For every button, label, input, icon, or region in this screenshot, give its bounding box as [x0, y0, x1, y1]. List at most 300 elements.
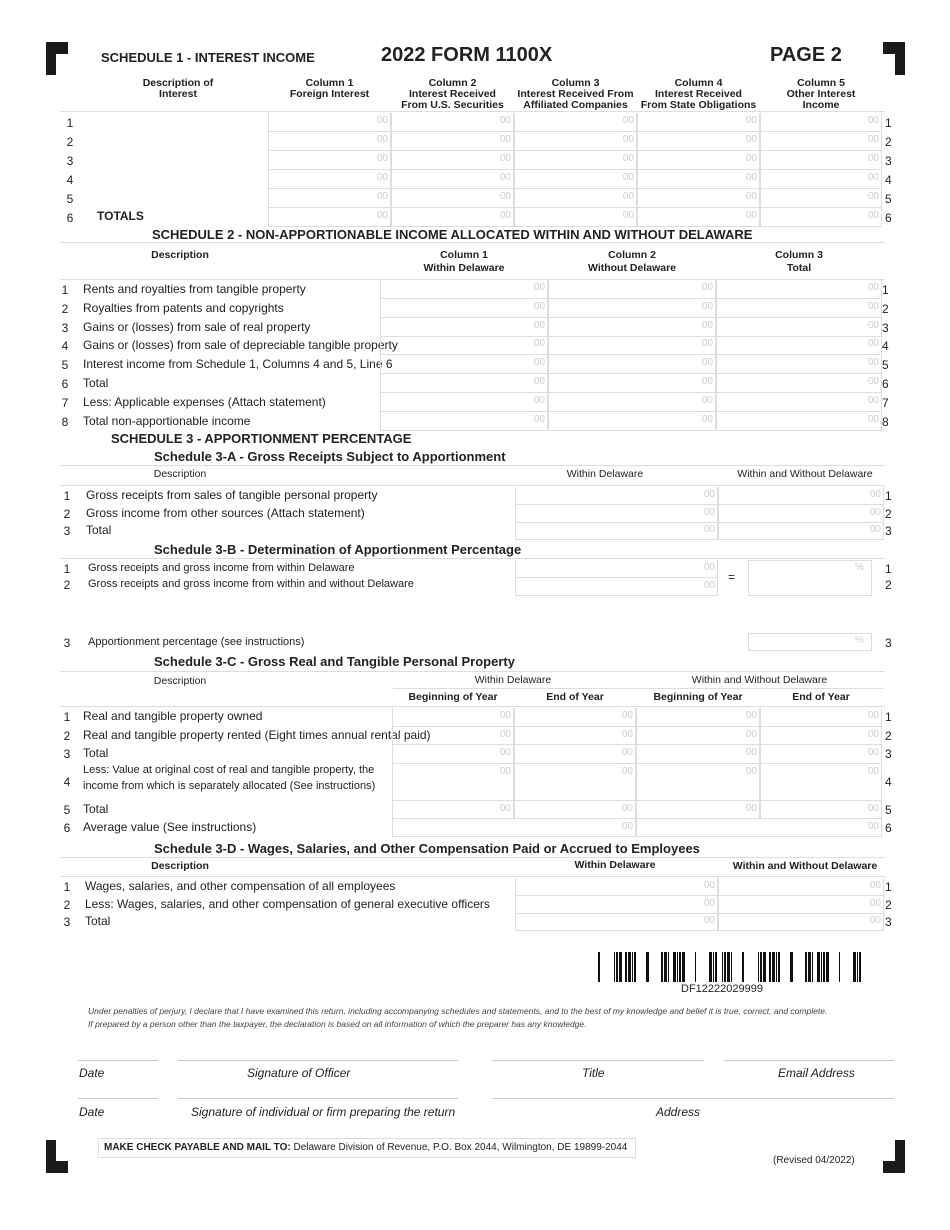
s3d-within-without-input-2[interactable]: [718, 896, 884, 914]
s3c-input-r4-c3[interactable]: [636, 764, 760, 801]
s2-input-r1-c3[interactable]: [716, 280, 882, 299]
s3c-input-r5-c3[interactable]: [636, 801, 760, 819]
s1-input-r6-c1[interactable]: [268, 208, 391, 227]
barcode-bar: [769, 952, 771, 982]
cents-placeholder: 00: [867, 747, 879, 758]
s3c-input-r2-c1[interactable]: [392, 727, 514, 745]
s1-input-r1-c4[interactable]: [637, 113, 760, 132]
cents-placeholder: 00: [867, 729, 879, 740]
s3c-input-r3-c2[interactable]: [514, 745, 636, 764]
s1-input-r3-c3[interactable]: [514, 151, 637, 170]
s3b-within-input[interactable]: [515, 560, 718, 578]
cents-placeholder: 00: [499, 729, 511, 740]
divider-line: [60, 485, 885, 486]
cents-placeholder: 00: [622, 191, 634, 202]
mail-to-address: Delaware Division of Revenue, P.O. Box 2044, Wilmington, DE 19899-2044: [293, 1142, 628, 1153]
s1-col-header-2: Foreign Interest: [289, 88, 370, 100]
cents-placeholder: 00: [745, 210, 757, 221]
s1-input-r4-c1[interactable]: [268, 170, 391, 189]
cents-placeholder: 00: [867, 766, 879, 777]
s3c-line-number-right: 2: [885, 729, 892, 743]
cents-placeholder: 00: [703, 915, 715, 926]
barcode-bar: [857, 952, 858, 982]
cents-placeholder: 00: [622, 210, 634, 221]
s3c-line-number: 5: [63, 803, 71, 817]
s3d-within-input-1[interactable]: [515, 878, 718, 896]
s2-input-r4-c2[interactable]: [548, 336, 716, 355]
perjury-statement-1: Under penalties of perjury, I declare that I have examined this return, including accompanying schedules and statements, and to the best of my knowledge and belief it is true, correct, and complete.: [88, 1006, 828, 1016]
cents-placeholder: 00: [867, 821, 879, 832]
s1-input-r2-c4[interactable]: [637, 132, 760, 151]
s3c-input-r4-c1[interactable]: [392, 764, 514, 801]
s1-input-r5-c1[interactable]: [268, 189, 391, 208]
s1-input-r3-c4[interactable]: [637, 151, 760, 170]
cents-placeholder: 00: [867, 282, 879, 293]
cents-placeholder: 00: [867, 319, 879, 331]
cents-placeholder: 00: [867, 153, 879, 164]
s2-col-header-2: Without Delaware: [588, 262, 676, 274]
s2-input-r8-c3[interactable]: [716, 412, 882, 431]
s3b-apportionment-input[interactable]: [748, 633, 872, 651]
s2-row-label: Gains or (losses) from sale of real property: [83, 319, 311, 334]
s2-line-number-right: 6: [882, 377, 889, 391]
s1-input-r5-c5[interactable]: [760, 189, 882, 208]
s2-line-number-right: 3: [882, 320, 889, 335]
s3c-input-r2-c4[interactable]: [760, 727, 882, 745]
barcode-bar: [628, 952, 631, 982]
cents-placeholder: 00: [533, 357, 545, 369]
schedule-3d-title: Schedule 3-D - Wages, Salaries, and Other Compensation Paid or Accrued to Employees: [154, 841, 700, 856]
barcode-bar: [742, 952, 744, 982]
s3d-within-without-input-1[interactable]: [718, 878, 884, 896]
s1-col-header-6: Column 5: [797, 77, 845, 89]
signature-preparer-label: Signature of individual or firm preparing the return: [191, 1105, 456, 1119]
s3c-input-r4-c4[interactable]: [760, 764, 882, 801]
s3c-input-r1-c3[interactable]: [636, 708, 760, 727]
s1-line-number-right: 5: [885, 192, 892, 206]
schedule-3-title: SCHEDULE 3 - APPORTIONMENT PERCENTAGE: [111, 431, 412, 446]
form-title: 2022 FORM 1100X: [381, 44, 553, 66]
barcode-bar: [616, 952, 618, 982]
cents-placeholder: 00: [867, 338, 879, 350]
perjury-statement-2: If prepared by a person other than the taxpayer, the declaration is based on all information of which the preparer has any knowledge.: [88, 1019, 587, 1029]
cents-placeholder: 00: [621, 803, 633, 814]
s2-line-number-right: 2: [882, 301, 889, 316]
s3c-avg-within-without[interactable]: [636, 819, 882, 837]
signature-officer-label: Signature of Officer: [247, 1066, 351, 1080]
s3b-row-label: Gross receipts and gross income from within and without Delaware: [88, 578, 414, 590]
s2-col-header-3: Total: [786, 262, 812, 274]
s3c-input-r3-c1[interactable]: [392, 745, 514, 764]
s3c-line-number-right: 1: [885, 710, 892, 724]
cents-placeholder: 00: [376, 172, 388, 183]
s2-input-r6-c1[interactable]: [380, 374, 548, 393]
barcode-bar: [772, 952, 775, 982]
s2-line-number-right: 1: [882, 283, 889, 297]
s3d-line-number-right: 1: [885, 880, 892, 894]
s3c-input-r3-c4[interactable]: [760, 745, 882, 764]
s3a-within-input-3[interactable]: [515, 522, 718, 540]
s2-input-r8-c2[interactable]: [548, 412, 716, 431]
s2-input-r7-c1[interactable]: [380, 393, 548, 412]
s1-input-r5-c4[interactable]: [637, 189, 760, 208]
s3d-row-label: Total: [85, 914, 111, 928]
schedule-2-title: SCHEDULE 2 - NON-APPORTIONABLE INCOME ALLOCATED WITHIN AND WITHOUT DELAWARE: [152, 227, 753, 242]
cents-placeholder: 00: [867, 803, 879, 814]
s2-input-r8-c1[interactable]: [380, 412, 548, 431]
s1-input-r5-c2[interactable]: [391, 189, 514, 208]
s3c-line-number-right: 4: [885, 775, 892, 789]
s2-input-r5-c2[interactable]: [548, 355, 716, 374]
barcode-bar: [632, 952, 633, 982]
barcode-bar: [722, 952, 723, 982]
s3c-input-r5-c1[interactable]: [392, 801, 514, 819]
s3c-input-r4-c2[interactable]: [514, 764, 636, 801]
barcode-bar: [673, 952, 676, 982]
s3a-line-number: 3: [63, 524, 71, 538]
s3c-line-number-right: 5: [885, 803, 892, 817]
cents-placeholder: 00: [745, 134, 757, 145]
cents-placeholder: 00: [701, 338, 713, 350]
cents-placeholder: 00: [533, 413, 545, 425]
barcode-bar: [826, 952, 829, 982]
cents-placeholder: 00: [701, 300, 713, 312]
cents-placeholder: 00: [622, 153, 634, 164]
cents-placeholder: 00: [867, 300, 879, 312]
s2-row-label: Rents and royalties from tangible property: [83, 282, 306, 296]
cents-placeholder: 00: [701, 282, 713, 293]
barcode-bar: [715, 952, 717, 982]
s2-input-r7-c2[interactable]: [548, 393, 716, 412]
s1-col-header-4: Affiliated Companies: [523, 99, 628, 111]
s2-line-number-right: 4: [882, 339, 889, 354]
cents-placeholder: 00: [703, 562, 715, 573]
s3c-avg-within[interactable]: [392, 819, 636, 837]
s3a-row-label: Gross income from other sources (Attach statement): [86, 505, 365, 520]
s2-line-number: 4: [61, 339, 69, 354]
s1-input-r6-c4[interactable]: [637, 208, 760, 227]
divider-line: [60, 111, 885, 112]
s1-col-header-4: Column 3: [551, 77, 600, 89]
cents-placeholder: 00: [376, 210, 388, 221]
cents-placeholder: 00: [376, 115, 388, 126]
s1-input-r1-c1[interactable]: [268, 113, 391, 132]
cents-placeholder: 00: [867, 210, 879, 221]
s2-input-r6-c2[interactable]: [548, 374, 716, 393]
cents-placeholder: 00: [621, 821, 633, 832]
s3d-within-input-2[interactable]: [515, 896, 718, 914]
cents-placeholder: 00: [499, 172, 511, 183]
email-label: Email Address: [778, 1066, 855, 1080]
cents-placeholder: 00: [703, 524, 715, 535]
s3c-input-r1-c2[interactable]: [514, 708, 636, 727]
registration-mark-bottom-right-bar: [883, 1161, 905, 1173]
s3b-percentage-input[interactable]: [748, 560, 872, 596]
s3c-input-r1-c1[interactable]: [392, 708, 514, 727]
s2-input-r1-c2[interactable]: [548, 280, 716, 299]
s1-input-r3-c2[interactable]: [391, 151, 514, 170]
barcode-bar: [695, 952, 696, 982]
s3c-input-r2-c2[interactable]: [514, 727, 636, 745]
barcode-bar: [614, 952, 615, 982]
divider-line: [60, 671, 885, 672]
s3d-within-header: Within Delaware: [574, 859, 656, 871]
cents-placeholder: 00: [499, 153, 511, 164]
s1-col-header-4: Interest Received From: [517, 88, 634, 100]
s1-input-r1-c5[interactable]: [760, 113, 882, 132]
s1-col-header-5: Interest Received: [655, 88, 742, 100]
cents-placeholder: 00: [701, 413, 713, 425]
s3c-subheader-4: End of Year: [792, 691, 850, 703]
s3d-row-label: Less: Wages, salaries, and other compensation of general executive officers: [85, 896, 490, 911]
s2-row-label: Gains or (losses) from sale of depreciable tangible property: [83, 338, 398, 353]
s3d-line-number-right: 3: [885, 915, 892, 929]
barcode-bar: [823, 952, 825, 982]
schedule-3c-title: Schedule 3-C - Gross Real and Tangible Personal Property: [154, 654, 515, 669]
cents-placeholder: 00: [703, 880, 715, 891]
s3c-row4-label-2: income from which is separately allocated (See instructions): [83, 780, 376, 792]
cents-placeholder: 00: [499, 210, 511, 221]
preparer-date-label: Date: [79, 1105, 105, 1119]
s1-input-r1-c2[interactable]: [391, 113, 514, 132]
barcode-bar: [727, 952, 730, 982]
s3b-line-number-right: 1: [885, 562, 892, 576]
equals-sign: =: [728, 570, 736, 584]
s1-input-r6-c2[interactable]: [391, 208, 514, 227]
barcode-bar: [625, 952, 627, 982]
cents-placeholder: 00: [867, 191, 879, 202]
s2-line-number: 3: [61, 320, 69, 335]
s3a-within-without-input-1[interactable]: [718, 487, 884, 505]
s2-line-number: 8: [61, 414, 69, 429]
s3a-within-input-2[interactable]: [515, 505, 718, 523]
s2-col-header-1: Within Delaware: [423, 262, 505, 274]
cents-placeholder: 00: [745, 729, 757, 740]
s3c-line-number: 3: [63, 747, 71, 761]
cents-placeholder: 00: [621, 747, 633, 758]
s3d-line-number: 3: [63, 915, 71, 929]
s3c-row5-label: Total: [83, 802, 109, 816]
s2-row-label: Total: [83, 376, 109, 390]
barcode-bar: [634, 952, 636, 982]
barcode-bar: [817, 952, 820, 982]
s1-line-number: 3: [66, 154, 74, 168]
s3b-line-number-3: 3: [63, 636, 71, 650]
s3a-within-input-1[interactable]: [515, 487, 718, 505]
s1-line-number-right: 2: [885, 135, 892, 149]
cents-placeholder: 00: [867, 376, 879, 387]
s2-input-r5-c1[interactable]: [380, 355, 548, 374]
s3d-row-label: Wages, salaries, and other compensation of all employees: [85, 879, 396, 893]
registration-mark-bottom-left-bar: [46, 1161, 68, 1173]
s1-col-header-5: Column 4: [674, 77, 723, 89]
s3c-line-number: 4: [63, 775, 71, 789]
barcode-bar: [805, 952, 807, 982]
s1-input-r2-c5[interactable]: [760, 132, 882, 151]
cents-placeholder: 00: [867, 710, 879, 721]
s2-line-number-right: 7: [882, 395, 889, 410]
s3d-within-without-input-3[interactable]: [718, 913, 884, 931]
s3b-within-without-input[interactable]: [515, 578, 718, 596]
s1-col-header-5: From State Obligations: [640, 99, 757, 111]
barcode-bar: [664, 952, 667, 982]
s1-col-header-3: Interest Received: [409, 88, 496, 100]
barcode-bar: [668, 952, 669, 982]
cents-placeholder: 00: [499, 747, 511, 758]
cents-placeholder: 00: [499, 710, 511, 721]
s3a-line-number: 2: [63, 506, 71, 521]
s3c-row4-label-1: Less: Value at original cost of real and tangible property, the: [83, 764, 375, 776]
s3c-line-number-right: 3: [885, 747, 892, 761]
s3b-line-number-right-3: 3: [885, 636, 892, 650]
s3a-within-without-header: Within and Without Delaware: [737, 468, 873, 480]
s2-line-number: 2: [61, 301, 69, 316]
cents-placeholder: 00: [499, 803, 511, 814]
s3d-within-without-header: Within and Without Delaware: [732, 860, 878, 872]
s2-input-r2-c1[interactable]: [380, 299, 548, 318]
cents-placeholder: 00: [622, 172, 634, 183]
s2-col-header-1: Column 1: [440, 249, 488, 261]
registration-mark-top-left-bar: [46, 42, 68, 54]
barcode-bar: [821, 952, 822, 982]
cents-placeholder: 00: [869, 880, 881, 891]
cents-placeholder: 00: [745, 153, 757, 164]
s1-input-r4-c4[interactable]: [637, 170, 760, 189]
cents-placeholder: 00: [745, 172, 757, 183]
s3b-row-label: Gross receipts and gross income from within Delaware: [88, 562, 355, 574]
s2-input-r3-c3[interactable]: [716, 318, 882, 337]
cents-placeholder: 00: [867, 413, 879, 425]
s3c-subheader-3: Beginning of Year: [653, 691, 743, 703]
s3d-line-number-right: 2: [885, 897, 892, 912]
divider-line: [60, 857, 885, 858]
s3d-within-input-3[interactable]: [515, 913, 718, 931]
s1-input-r6-c5[interactable]: [760, 208, 882, 227]
s3c-line-number: 1: [63, 710, 71, 724]
s1-line-number-right: 1: [885, 116, 892, 130]
s1-input-r5-c3[interactable]: [514, 189, 637, 208]
percent-sign: %: [855, 562, 864, 573]
s3c-input-r5-c4[interactable]: [760, 801, 882, 819]
s1-input-r3-c5[interactable]: [760, 151, 882, 170]
barcode-bar: [679, 952, 681, 982]
s2-line-number: 1: [61, 283, 69, 297]
s1-input-r2-c3[interactable]: [514, 132, 637, 151]
schedule-3a-title: Schedule 3-A - Gross Receipts Subject to Apportionment: [154, 449, 506, 464]
s2-input-r3-c1[interactable]: [380, 318, 548, 337]
s1-line-number-right: 4: [885, 173, 892, 187]
divider-line: [60, 876, 885, 877]
s2-col-header-2: Column 2: [608, 249, 656, 261]
s1-input-r1-c3[interactable]: [514, 113, 637, 132]
s1-line-number: 4: [66, 173, 74, 187]
s3b-row3-label: Apportionment percentage (see instructions): [88, 636, 305, 648]
s2-input-r4-c1[interactable]: [380, 336, 548, 355]
s3d-line-number: 1: [63, 880, 71, 894]
s1-line-number: 2: [66, 135, 74, 149]
s1-col-header-6: Income: [802, 99, 840, 111]
s1-input-r6-c3[interactable]: [514, 208, 637, 227]
s1-col-header-6: Other Interest: [786, 88, 856, 100]
s2-input-r2-c2[interactable]: [548, 299, 716, 318]
cents-placeholder: 00: [869, 915, 881, 926]
s2-input-r7-c3[interactable]: [716, 393, 882, 412]
divider-line: [393, 688, 883, 689]
s3c-input-r5-c2[interactable]: [514, 801, 636, 819]
barcode-bar: [778, 952, 780, 982]
s3a-within-without-input-2[interactable]: [718, 505, 884, 523]
s2-input-r4-c3[interactable]: [716, 336, 882, 355]
barcode-bar: [758, 952, 759, 982]
barcode-bar: [853, 952, 856, 982]
cents-placeholder: 00: [703, 506, 715, 518]
barcode-bar: [839, 952, 840, 982]
s2-input-r1-c1[interactable]: [380, 280, 548, 299]
cents-placeholder: 00: [499, 191, 511, 202]
cents-placeholder: 00: [533, 319, 545, 331]
cents-placeholder: 00: [533, 394, 545, 406]
barcode-bar: [709, 952, 712, 982]
barcode-bar: [808, 952, 811, 982]
s1-input-r4-c2[interactable]: [391, 170, 514, 189]
s3c-input-r2-c3[interactable]: [636, 727, 760, 745]
revised-date: (Revised 04/2022): [773, 1155, 855, 1166]
s1-input-r4-c5[interactable]: [760, 170, 882, 189]
s3a-within-without-input-3[interactable]: [718, 522, 884, 540]
cents-placeholder: 00: [376, 134, 388, 145]
s2-input-r5-c3[interactable]: [716, 355, 882, 374]
cents-placeholder: 00: [621, 710, 633, 721]
s1-input-r3-c1[interactable]: [268, 151, 391, 170]
cents-placeholder: 00: [533, 338, 545, 350]
s3a-line-number-right: 2: [885, 506, 892, 521]
s3c-within-header: Within Delaware: [474, 674, 552, 686]
barcode-bar: [661, 952, 663, 982]
s2-input-r3-c2[interactable]: [548, 318, 716, 337]
s3c-input-r1-c4[interactable]: [760, 708, 882, 727]
s3a-row-label: Total: [86, 523, 112, 537]
cents-placeholder: 00: [745, 747, 757, 758]
s2-row-label: Total non-apportionable income: [83, 413, 251, 428]
s3c-line-number: 6: [63, 821, 71, 835]
s2-row-label: Less: Applicable expenses (Attach statement): [83, 394, 326, 409]
cents-placeholder: 00: [745, 803, 757, 814]
page-number: PAGE 2: [770, 44, 842, 66]
s1-input-r2-c1[interactable]: [268, 132, 391, 151]
barcode-number: DF12222029999: [681, 983, 763, 995]
s1-input-r4-c3[interactable]: [514, 170, 637, 189]
s1-line-number: 1: [66, 116, 74, 130]
barcode: [592, 952, 862, 982]
schedule-1-title: SCHEDULE 1 - INTEREST INCOME: [101, 50, 315, 65]
s1-input-r2-c2[interactable]: [391, 132, 514, 151]
s1-line-number: 5: [66, 192, 74, 206]
s3c-subheader-1: Beginning of Year: [408, 691, 498, 703]
s2-input-r2-c3[interactable]: [716, 299, 882, 318]
address-label: Address: [656, 1105, 701, 1119]
cents-placeholder: 00: [869, 897, 881, 909]
s3c-input-r3-c3[interactable]: [636, 745, 760, 764]
schedule-3b-title: Schedule 3-B - Determination of Apportionment Percentage: [154, 542, 522, 557]
s2-col-header-3: Column 3: [775, 249, 823, 261]
s2-input-r6-c3[interactable]: [716, 374, 882, 393]
cents-placeholder: 00: [701, 376, 713, 387]
s3c-description-header: Description: [153, 675, 207, 687]
s3a-within-header: Within Delaware: [566, 468, 644, 480]
s3b-line-number-right: 2: [885, 578, 892, 592]
s2-description-header: Description: [151, 249, 209, 261]
s3c-subheader-2: End of Year: [546, 691, 604, 703]
